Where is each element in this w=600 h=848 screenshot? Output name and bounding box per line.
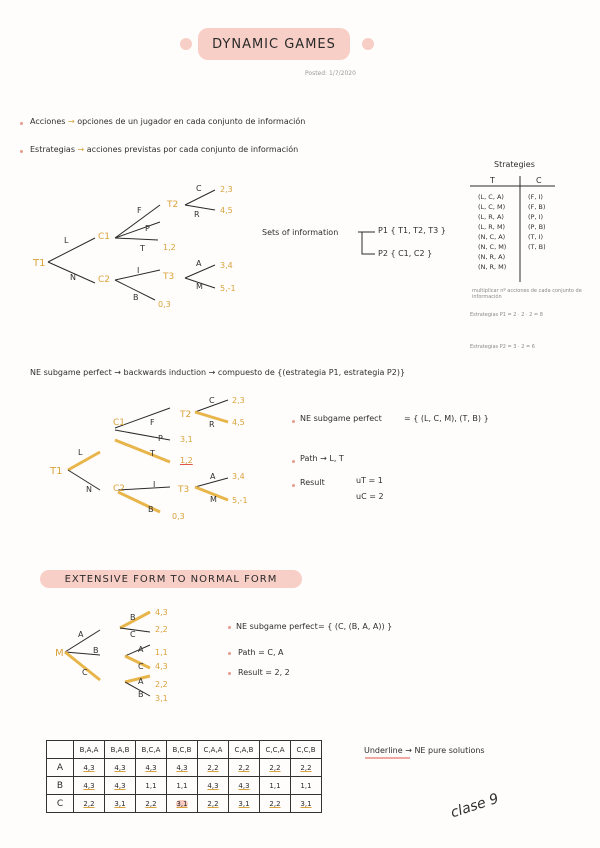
payoff: 4,3 bbox=[155, 662, 168, 671]
edge-p: P bbox=[145, 224, 150, 233]
underline-note: Underline → NE pure solutions bbox=[364, 746, 485, 755]
result-c: uC = 2 bbox=[356, 492, 384, 501]
payoff: 1,1 bbox=[155, 648, 168, 657]
edge-p: P bbox=[158, 434, 163, 443]
payoff: 3,4 bbox=[220, 261, 233, 270]
payoff: 3,4 bbox=[232, 472, 245, 481]
strategies-c-list bbox=[528, 192, 546, 252]
bullet-def: acciones previstas por cada conjunto de información bbox=[86, 145, 299, 154]
sets-info-p2: P2 { C1, C2 } bbox=[378, 249, 433, 258]
edge-b: B bbox=[133, 293, 139, 302]
payoff: 5,-1 bbox=[232, 496, 248, 505]
edge-l: L bbox=[64, 236, 69, 245]
table-cell: 1,1 bbox=[136, 777, 167, 795]
bullet-dot bbox=[228, 626, 231, 629]
table-cell: 2,2 bbox=[136, 795, 167, 813]
payoff: 2,2 bbox=[155, 680, 168, 689]
payoff: 4,5 bbox=[232, 418, 245, 427]
strategies-p1-calc: Estrategias P1 = 2 · 2 · 2 = 8 bbox=[470, 312, 543, 318]
edge-a: A bbox=[138, 677, 144, 686]
strategies-p2-calc: Estrategias P2 = 3 · 2 = 6 bbox=[470, 344, 535, 350]
table-cell: 1,1 bbox=[260, 777, 291, 795]
table-corner bbox=[47, 741, 74, 759]
payoff: 3,1 bbox=[180, 435, 193, 444]
table-row bbox=[47, 777, 322, 795]
edge-n: N bbox=[86, 485, 92, 494]
edge-c: C bbox=[138, 662, 144, 671]
table-cell: 2,2 bbox=[198, 759, 229, 777]
payoff: 2,3 bbox=[220, 185, 233, 194]
edge-n: N bbox=[70, 273, 76, 282]
ne-label: NE subgame perfect bbox=[236, 622, 318, 631]
row-header: A bbox=[47, 759, 74, 777]
bullet-dot bbox=[292, 420, 295, 423]
result-label: Result = 2, 2 bbox=[238, 668, 290, 677]
table-cell: 1,1 bbox=[291, 777, 322, 795]
edge-c: C bbox=[209, 396, 215, 405]
payoff: 0,3 bbox=[158, 300, 171, 309]
edge-t: T bbox=[150, 449, 155, 458]
strategies-col-c: C bbox=[536, 176, 542, 185]
strategy-t: (N, R, A) bbox=[478, 253, 506, 261]
table-cell: 3,1 bbox=[229, 795, 260, 813]
ne-backwards-line: NE subgame perfect → backwards induction → compuesto de {(estrategia P1, estrategia P2)} bbox=[30, 368, 406, 377]
strategy-t: (L, R, M) bbox=[478, 223, 506, 231]
table-cell: 4,3 bbox=[74, 759, 105, 777]
path-label: Path = C, A bbox=[238, 648, 284, 657]
edge-i: I bbox=[137, 266, 140, 275]
payoff: 2,2 bbox=[155, 625, 168, 634]
edge-r: R bbox=[209, 420, 215, 429]
bullet-dot bbox=[292, 460, 295, 463]
bullet-dot bbox=[228, 652, 231, 655]
edge-l: L bbox=[78, 448, 83, 457]
col-header: C,A,A bbox=[198, 741, 229, 759]
strategy-t: (N, C, A) bbox=[478, 233, 506, 241]
bullet-dot bbox=[292, 484, 295, 487]
edge-f: F bbox=[137, 206, 142, 215]
row-header: B bbox=[47, 777, 74, 795]
strategies-title: Strategies bbox=[494, 160, 535, 169]
subtitle: Posted: 1/7/2020 bbox=[305, 70, 356, 77]
strategy-c: (P, B) bbox=[528, 223, 546, 231]
node-c2: C2 bbox=[113, 484, 126, 494]
strategy-c: (T, B) bbox=[528, 243, 546, 251]
strategies-col-t: T bbox=[490, 176, 495, 185]
node-t2: T2 bbox=[180, 410, 192, 420]
edge-a: A bbox=[210, 472, 216, 481]
table-row bbox=[47, 759, 322, 777]
col-header: B,C,A bbox=[136, 741, 167, 759]
table-cell: 2,2 bbox=[260, 795, 291, 813]
strategies-note: multiplicar nº acciones de cada conjunto de información bbox=[472, 288, 582, 300]
node-c1: C1 bbox=[113, 418, 126, 428]
edge-m: M bbox=[210, 495, 217, 504]
col-header: C,C,A bbox=[260, 741, 291, 759]
payoff: 4,3 bbox=[155, 608, 168, 617]
strategies-t-list bbox=[478, 192, 506, 272]
table-cell: 3,1 bbox=[291, 795, 322, 813]
edge-c: C bbox=[130, 630, 136, 639]
table-cell: 2,2 bbox=[229, 759, 260, 777]
ne-label: NE subgame perfect bbox=[300, 414, 382, 423]
strategy-c: (T, I) bbox=[528, 233, 544, 241]
edge-r: R bbox=[194, 210, 200, 219]
table-cell bbox=[167, 795, 198, 813]
table-cell: 2,2 bbox=[291, 759, 322, 777]
payoff: 4,5 bbox=[220, 206, 233, 215]
bullet-term: Acciones bbox=[30, 117, 66, 126]
payoff-table bbox=[46, 740, 322, 813]
page-title: DYNAMIC GAMES bbox=[198, 28, 350, 60]
edge-b: B bbox=[130, 613, 136, 622]
highlighted-cell: 3,1 bbox=[176, 799, 188, 808]
col-header: B,A,A bbox=[74, 741, 105, 759]
strategy-c: (F, I) bbox=[528, 193, 543, 201]
table-cell: 2,2 bbox=[74, 795, 105, 813]
bullet-def: opciones de un jugador en cada conjunto de información bbox=[77, 117, 306, 126]
node-t2: T2 bbox=[167, 200, 179, 210]
ne-value: = { (L, C, M), (T, B) } bbox=[404, 414, 489, 423]
edge-a: A bbox=[78, 630, 84, 639]
ne-value: = { (C, (B, A, A)) } bbox=[318, 622, 393, 631]
edge-c: C bbox=[196, 184, 202, 193]
strategy-t: (L, C, A) bbox=[478, 193, 504, 201]
payoff: 1,2 bbox=[163, 243, 176, 252]
col-header: B,A,B bbox=[105, 741, 136, 759]
strategy-c: (F, B) bbox=[528, 203, 546, 211]
edge-a: A bbox=[138, 645, 144, 654]
strategy-t: (L, R, A) bbox=[478, 213, 504, 221]
payoff: 5,-1 bbox=[220, 284, 236, 293]
edge-c: C bbox=[82, 668, 88, 677]
table-cell: 4,3 bbox=[198, 777, 229, 795]
edge-f: F bbox=[150, 418, 155, 427]
node-c2: C2 bbox=[98, 275, 111, 285]
payoff: 3,1 bbox=[155, 694, 168, 703]
section-title: EXTENSIVE FORM TO NORMAL FORM bbox=[40, 570, 302, 588]
edge-i: I bbox=[153, 480, 156, 489]
table-cell: 4,3 bbox=[229, 777, 260, 795]
strategy-t: (L, C, M) bbox=[478, 203, 506, 211]
signature: clase 9 bbox=[448, 790, 501, 822]
col-header: C,A,B bbox=[229, 741, 260, 759]
node-c1: C1 bbox=[98, 232, 111, 242]
path-label: Path → L, T bbox=[300, 454, 344, 463]
result-label: Result bbox=[300, 478, 325, 487]
col-header: B,C,B bbox=[167, 741, 198, 759]
strategy-t: (N, C, M) bbox=[478, 243, 507, 251]
strategy-t: (N, R, M) bbox=[478, 263, 507, 271]
table-cell: 2,2 bbox=[198, 795, 229, 813]
edge-b: B bbox=[138, 690, 144, 699]
node-t1: T1 bbox=[33, 258, 46, 269]
sets-info-p1: P1 { T1, T2, T3 } bbox=[378, 226, 446, 235]
payoff: 2,3 bbox=[232, 396, 245, 405]
strategy-c: (P, I) bbox=[528, 213, 544, 221]
table-cell: 3,1 bbox=[105, 795, 136, 813]
table-cell: 4,3 bbox=[167, 759, 198, 777]
node-root: M bbox=[55, 648, 64, 659]
edge-t: T bbox=[140, 244, 145, 253]
arrow-icon: → bbox=[77, 145, 87, 154]
node-t1: T1 bbox=[50, 466, 63, 477]
bullet-dot bbox=[228, 672, 231, 675]
col-header: C,C,B bbox=[291, 741, 322, 759]
table-row bbox=[47, 795, 322, 813]
arrow-icon: → bbox=[67, 117, 78, 126]
table-cell: 4,3 bbox=[136, 759, 167, 777]
node-t3: T3 bbox=[163, 272, 175, 282]
edge-b: B bbox=[148, 505, 154, 514]
table-header-row bbox=[47, 741, 322, 759]
table-cell: 2,2 bbox=[260, 759, 291, 777]
bullet-term: Estrategias bbox=[30, 145, 75, 154]
table-cell: 4,3 bbox=[105, 759, 136, 777]
result-t: uT = 1 bbox=[356, 476, 383, 485]
edge-b: B bbox=[93, 646, 99, 655]
table-cell: 4,3 bbox=[74, 777, 105, 795]
sets-info-label: Sets of information bbox=[262, 228, 339, 237]
table-cell: 4,3 bbox=[105, 777, 136, 795]
table-cell: 1,1 bbox=[167, 777, 198, 795]
edge-a: A bbox=[196, 259, 202, 268]
node-t3: T3 bbox=[178, 485, 190, 495]
payoff: 0,3 bbox=[172, 512, 185, 521]
payoff: 1,2 bbox=[180, 456, 193, 465]
edge-m: M bbox=[196, 282, 203, 291]
row-header: C bbox=[47, 795, 74, 813]
